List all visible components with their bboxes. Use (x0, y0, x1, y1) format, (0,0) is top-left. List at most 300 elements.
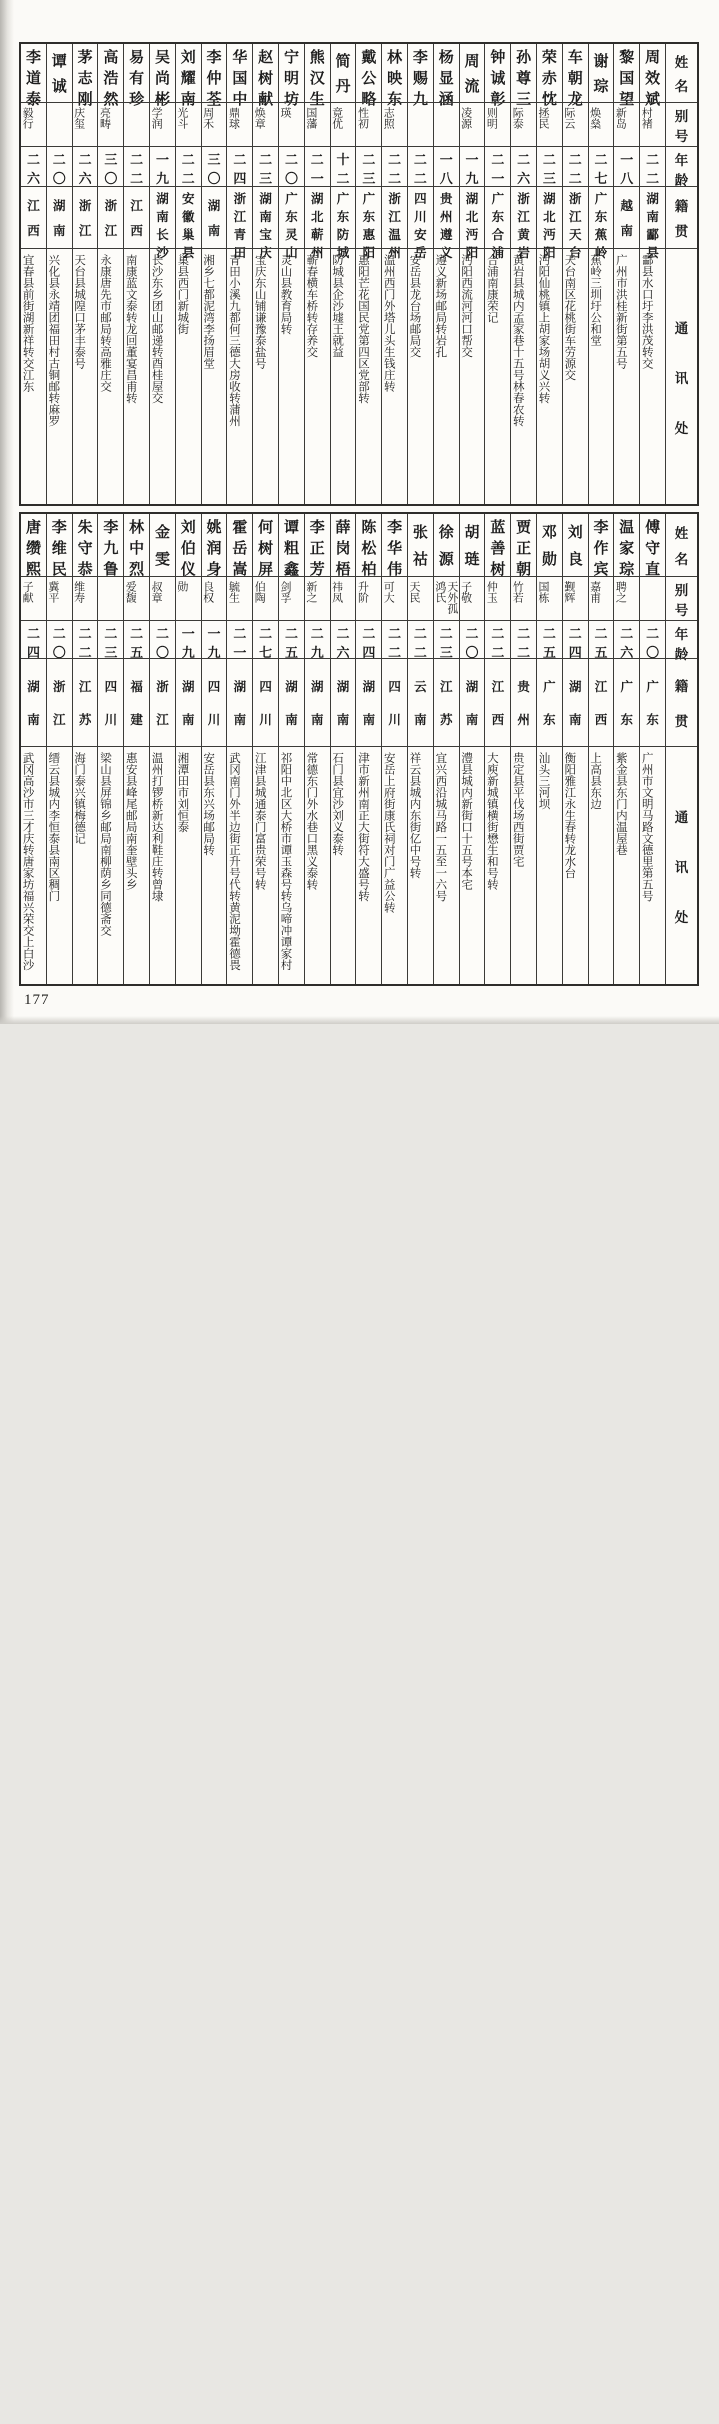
address-cell (176, 248, 201, 504)
character: 湖 (543, 192, 556, 206)
character: 邓 (541, 525, 557, 542)
character: 五 (130, 645, 144, 660)
age-cell-text (47, 147, 72, 186)
address-cell-text: 石门县宜沙刘义泰转 (331, 752, 344, 856)
age-cell (356, 620, 381, 658)
address-cell-text: 温州西门外塔儿头生钱庄转 (382, 254, 395, 392)
address-cell-text: 宜春县前街湖新祥转交江东 (21, 254, 34, 392)
name-cell-text (563, 44, 588, 108)
character: 江 (27, 199, 40, 213)
character: 东 (620, 713, 634, 728)
character: 八 (620, 171, 634, 186)
address-cell-text: 宜兴西沿城马路一五至一六号 (434, 752, 447, 902)
character: 江 (78, 679, 92, 694)
age-cell-text (589, 621, 614, 658)
character: 湖 (207, 199, 221, 213)
alias-cell (150, 576, 175, 620)
address-cell (176, 746, 201, 984)
address-cell (408, 248, 433, 504)
alias-cell (98, 576, 123, 620)
character: 树 (258, 541, 274, 557)
character: 二 (284, 152, 298, 167)
alias-cell-text: 焕燊 (588, 107, 601, 129)
alias-cell (331, 576, 356, 620)
address-cell-text: 天台南区花桃街车劳源交 (563, 254, 576, 381)
character: 二 (336, 626, 350, 641)
origin-cell-text (563, 187, 588, 260)
age-cell-text (640, 621, 665, 658)
name-cell (150, 514, 175, 576)
alias-cell-text: 竟优 (330, 107, 343, 129)
origin-cell-text (537, 187, 562, 260)
character: 二 (362, 152, 376, 167)
character: 一 (181, 626, 195, 641)
address-cell (98, 746, 123, 984)
alias-cell (356, 102, 381, 146)
character: 州 (310, 246, 324, 260)
name-cell (98, 514, 123, 576)
character: 霍 (232, 520, 248, 536)
age-cell-text (21, 147, 46, 186)
origin-cell (279, 658, 304, 746)
origin-cell (305, 186, 330, 260)
name-cell-text (98, 44, 123, 108)
character: 易 (129, 50, 145, 66)
character: 贾 (516, 520, 532, 536)
alias-cell (73, 102, 98, 146)
origin-cell (150, 658, 175, 746)
person-column (433, 514, 459, 984)
character: 浦 (491, 246, 505, 260)
age-cell (408, 620, 433, 658)
address-cell-text: 惠阳芒花国民党第四区党部转 (356, 254, 369, 404)
character: 二 (388, 171, 402, 186)
character: 一 (155, 152, 169, 167)
character: 树 (258, 71, 274, 87)
name-cell-text (640, 514, 665, 576)
character: 二 (52, 152, 66, 167)
origin-cell (356, 186, 381, 260)
character: 东 (594, 210, 608, 224)
header-cell-text (666, 103, 697, 146)
character: 州 (517, 713, 530, 728)
person-column (97, 44, 123, 504)
character: 戴 (361, 50, 377, 66)
character: 川 (414, 210, 427, 224)
origin-cell (460, 186, 485, 260)
character: 蓝 (490, 520, 506, 536)
origin-cell (98, 658, 123, 746)
character: 泰 (25, 92, 41, 108)
origin-cell-text (98, 187, 123, 248)
origin-cell-text (253, 187, 278, 260)
character: 西 (491, 713, 505, 728)
address-cell-text: 永康唐先市邮局转高雅庄交 (98, 254, 111, 392)
character: 祜 (412, 551, 428, 568)
name-cell-text (537, 514, 562, 576)
origin-cell-text (150, 659, 175, 746)
address-cell-text: 南康蓝文泰转龙回董宴昌甫转 (124, 254, 137, 404)
alias-cell (511, 576, 536, 620)
person-column (639, 514, 665, 984)
character: 九 (412, 92, 428, 108)
name-cell (21, 44, 46, 108)
name-cell (537, 514, 562, 576)
alias-cell (176, 102, 201, 146)
origin-cell-text (331, 659, 356, 746)
character: 年 (674, 627, 689, 642)
person-column (201, 514, 227, 984)
character: 一 (310, 171, 324, 186)
character: 庆 (259, 246, 272, 260)
name-cell (511, 514, 536, 576)
alias-cell-text: 拯民 (537, 107, 550, 129)
age-cell (460, 146, 485, 186)
character: 中 (129, 541, 145, 557)
person-column (407, 44, 433, 504)
alias-cell (305, 102, 330, 146)
age-cell-text (563, 621, 588, 658)
character: 湖 (310, 192, 324, 206)
age-cell (98, 620, 123, 658)
character: 二 (181, 152, 195, 167)
name-cell (485, 44, 510, 108)
address-cell (511, 248, 536, 504)
name-cell (253, 44, 278, 108)
origin-cell-text (124, 187, 149, 248)
character: 贵 (439, 192, 453, 206)
age-cell-text (176, 147, 201, 186)
character: 广 (594, 192, 608, 206)
character: 国 (619, 71, 635, 87)
address-cell-text: 黄岩县城内孟家巷十五号林春农转 (511, 254, 524, 427)
address-cell (460, 746, 485, 984)
character: 胡 (464, 525, 480, 542)
address-cell (485, 248, 510, 504)
character: 华 (387, 541, 403, 557)
character: 珍 (129, 92, 145, 108)
character: 川 (388, 713, 401, 728)
character: 荣 (541, 50, 557, 66)
age-cell (176, 146, 201, 186)
person-column (330, 514, 356, 984)
character: 名 (674, 79, 689, 95)
character: 江 (53, 713, 66, 728)
age-cell (305, 146, 330, 186)
character: 九 (207, 645, 221, 660)
character: 川 (207, 713, 221, 728)
character: 湖 (259, 192, 272, 206)
character: 沔 (465, 228, 479, 242)
character: 二 (413, 171, 427, 186)
name-cell (124, 44, 149, 108)
alias-cell (382, 102, 407, 146)
character: 李 (51, 520, 67, 536)
age-cell (124, 620, 149, 658)
character: 刚 (77, 92, 93, 108)
alias-cell (47, 576, 72, 620)
origin-cell-text (331, 187, 356, 260)
name-cell (434, 44, 459, 108)
alias-cell-text: 爱馥 (124, 581, 137, 603)
character: 公 (361, 71, 377, 87)
character: 彰 (490, 92, 506, 108)
alias-cell (511, 102, 536, 146)
age-cell (279, 146, 304, 186)
name-cell (408, 44, 433, 108)
person-column (330, 44, 356, 504)
character: 二 (104, 626, 118, 641)
character: 湖 (465, 679, 479, 694)
origin-cell (305, 658, 330, 746)
name-cell-text (382, 44, 407, 108)
character: 李 (387, 520, 403, 536)
header-cell-text (666, 621, 697, 662)
character: 贯 (674, 713, 689, 729)
name-cell-text (589, 514, 614, 576)
alias-cell-text: 剑孚 (279, 581, 292, 603)
character: 三 (362, 171, 376, 186)
scanned-page (0, 0, 719, 1024)
person-column (304, 514, 330, 984)
origin-cell-text (305, 187, 330, 260)
character: 家 (619, 541, 635, 557)
scan-edge-left (0, 0, 14, 1024)
name-cell-text (408, 44, 433, 108)
character: 籍 (674, 198, 689, 214)
character: 南 (310, 713, 324, 728)
alias-cell (408, 102, 433, 146)
person-column (562, 44, 588, 504)
header-cell-text (666, 44, 697, 102)
character: 林 (387, 50, 403, 66)
name-cell-text (589, 44, 614, 102)
character: 四 (233, 171, 247, 186)
character: 二 (52, 626, 66, 641)
character: 金 (154, 525, 170, 542)
character: 二 (491, 645, 505, 660)
address-cell-text: 江津县城通泰门富贵荣号转 (253, 752, 266, 890)
name-cell-text (537, 44, 562, 108)
origin-cell-text (511, 187, 536, 260)
character: 贯 (674, 224, 689, 240)
name-cell (640, 44, 665, 108)
name-cell (331, 44, 356, 102)
character: 伯 (180, 541, 196, 557)
address-cell (434, 248, 459, 504)
alias-cell-text: 周禾 (201, 107, 214, 129)
character: 黎 (619, 50, 635, 66)
alias-cell-text: 则明 (485, 107, 498, 129)
name-cell (382, 44, 407, 108)
character: 〇 (284, 171, 298, 186)
person-column (175, 44, 201, 504)
character: 国 (232, 71, 248, 87)
alias-cell-text: 村褚 (640, 107, 653, 129)
origin-cell (640, 658, 665, 746)
address-cell (124, 746, 149, 984)
origin-cell-text (202, 187, 227, 248)
alias-cell-text: 可大 (382, 581, 395, 603)
address-cell (47, 248, 72, 504)
character: 四 (414, 192, 427, 206)
character: 浙 (156, 679, 169, 694)
address-cell (434, 746, 459, 984)
character: 四 (207, 679, 221, 694)
address-cell (253, 248, 278, 504)
name-cell-text (73, 514, 98, 576)
age-cell-text (227, 147, 252, 186)
header-cell-text (666, 747, 697, 984)
origin-cell-text (356, 659, 381, 746)
origin-cell-text (150, 187, 175, 260)
header-cell-text (666, 577, 697, 620)
character: 松 (361, 541, 377, 557)
name-cell-text (640, 44, 665, 108)
character: 吴 (154, 50, 170, 66)
character: 二 (594, 152, 608, 167)
character: 二 (284, 626, 298, 641)
origin-cell (21, 658, 46, 746)
character: 二 (568, 626, 582, 641)
age-cell (537, 146, 562, 186)
name-cell (253, 514, 278, 576)
alias-cell-text (124, 103, 131, 146)
character: 西 (27, 224, 40, 238)
age-cell-text (408, 147, 433, 186)
character: 李 (309, 520, 325, 536)
alias-cell (331, 102, 356, 146)
address-cell (73, 746, 98, 984)
header-cell (666, 620, 697, 662)
alias-cell-text (434, 103, 441, 146)
character: 志 (77, 71, 93, 87)
character: 二 (413, 645, 427, 660)
character: 江 (104, 224, 118, 238)
address-cell-text: 祁阳中北区大桥市谭玉森号转乌啼冲谭家村 (279, 752, 292, 971)
name-cell (227, 514, 252, 576)
character: 望 (619, 92, 635, 108)
character: 通 (674, 809, 689, 825)
person-column (252, 44, 278, 504)
character: 徐 (438, 525, 454, 542)
header-cell-text (666, 187, 697, 248)
character: 讯 (674, 859, 689, 875)
character: 鑫 (283, 562, 299, 578)
origin-cell (253, 186, 278, 260)
alias-cell (202, 576, 227, 620)
origin-cell-text (537, 659, 562, 746)
character: 陈 (361, 520, 377, 536)
age-cell-text (47, 621, 72, 658)
person-column (355, 44, 381, 504)
person-column (46, 514, 72, 984)
character: 福 (130, 679, 143, 694)
address-cell (331, 746, 356, 984)
character: 温 (619, 520, 635, 536)
character: 苏 (439, 713, 453, 728)
alias-cell (408, 576, 433, 620)
name-cell (47, 44, 72, 102)
age-cell (614, 620, 639, 658)
age-cell-text (331, 147, 356, 186)
character: 讯 (674, 370, 689, 386)
address-cell-text: 缙云县城内李恒泰县南区稠门 (47, 752, 60, 902)
character: 姓 (674, 54, 689, 70)
character: 张 (412, 525, 428, 542)
age-cell-text (150, 147, 175, 186)
character: 效 (645, 71, 661, 87)
alias-cell-text: 新岛 (614, 107, 627, 129)
name-cell (73, 44, 98, 108)
alias-cell-text: 天民 (408, 581, 421, 603)
name-cell-text (21, 514, 46, 576)
name-cell-text (460, 514, 485, 576)
character: 江 (156, 713, 169, 728)
character: 二 (413, 152, 427, 167)
age-cell (98, 146, 123, 186)
alias-cell (460, 102, 485, 146)
character: 长 (156, 228, 169, 242)
alias-cell (253, 576, 278, 620)
character: 合 (491, 228, 505, 242)
character: 江 (568, 210, 582, 224)
header-cell (666, 186, 697, 248)
origin-cell (563, 658, 588, 746)
character: 北 (465, 210, 479, 224)
character: 南 (182, 713, 195, 728)
age-cell (47, 620, 72, 658)
character: 二 (310, 152, 324, 167)
character: 五 (594, 645, 608, 660)
origin-cell (124, 186, 149, 248)
person-column (639, 44, 665, 504)
character: 岳 (232, 541, 248, 557)
age-cell-text (382, 147, 407, 186)
address-cell (202, 248, 227, 504)
address-cell (21, 746, 46, 984)
person-column (201, 44, 227, 504)
origin-cell (408, 186, 433, 260)
character: 二 (388, 626, 402, 641)
character: 良 (567, 551, 583, 568)
character: 烈 (129, 562, 145, 578)
character: 六 (620, 645, 634, 660)
name-cell (176, 44, 201, 108)
origin-cell-text (434, 187, 459, 260)
origin-cell-text (21, 659, 46, 746)
address-cell (614, 746, 639, 984)
origin-cell (434, 186, 459, 260)
character: 湖 (646, 192, 659, 206)
name-cell-text (331, 514, 356, 576)
alias-cell-text: 良权 (201, 581, 214, 603)
character: 三 (439, 645, 453, 660)
character: 年 (674, 153, 689, 168)
age-cell (227, 620, 252, 658)
age-cell (253, 620, 278, 658)
age-cell-text (511, 147, 536, 186)
directory-table-bottom (19, 512, 699, 986)
age-cell-text (434, 621, 459, 658)
character: 山 (285, 246, 298, 260)
address-cell (253, 746, 278, 984)
character: 赵 (258, 50, 274, 66)
character: 五 (542, 645, 556, 660)
address-cell-text: 贵定县平伐场西街贾宅 (511, 752, 524, 867)
age-cell (202, 620, 227, 658)
alias-cell-text: 天外孤鸿氏 (433, 581, 458, 614)
